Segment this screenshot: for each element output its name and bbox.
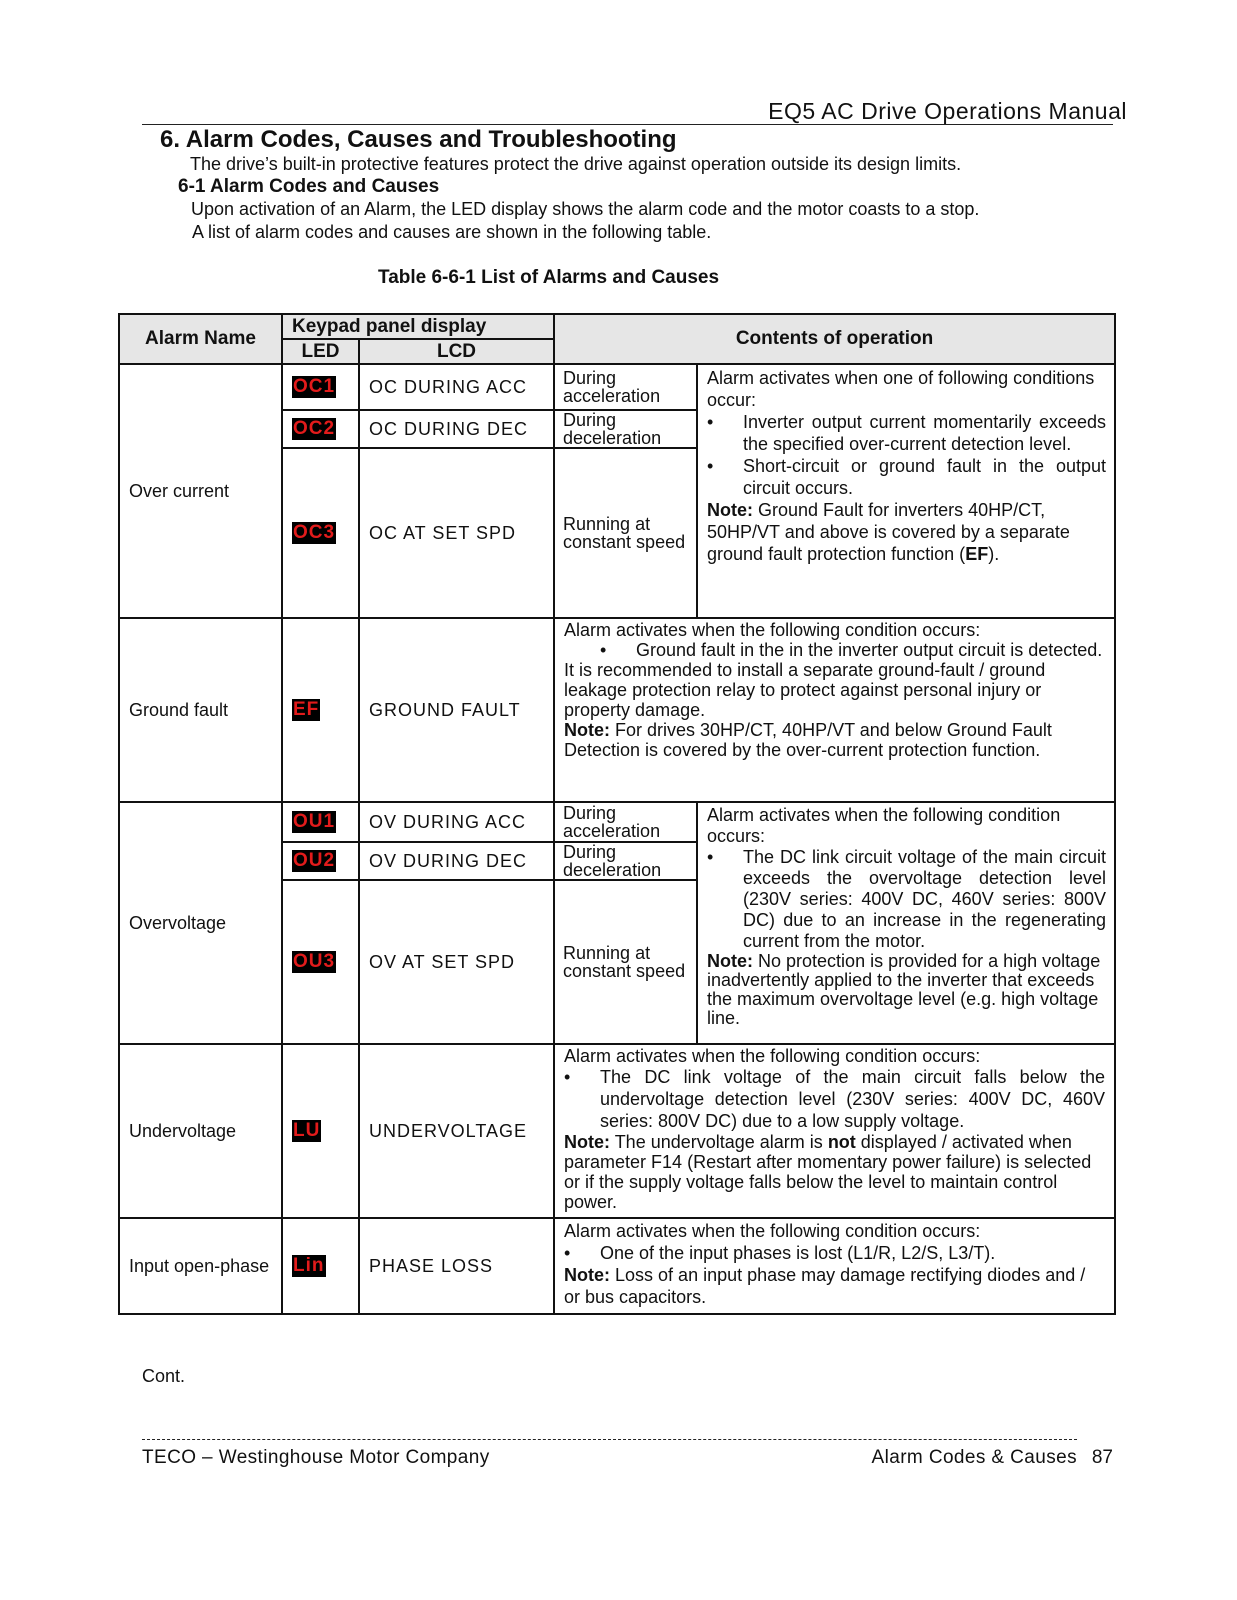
alarm-table — [118, 313, 1116, 1315]
alarm-name-over-current: Over current — [119, 364, 282, 618]
header-alarm-name: Alarm Name — [119, 314, 282, 364]
lcd-text: OV AT SET SPD — [359, 880, 554, 1044]
lcd-text: OC AT SET SPD — [359, 448, 554, 618]
bullet-item: • The DC link voltage of the main circuit falls below the undervoltage detection level (230V series: 400V DC, 460V series: 800V DC) due to a low supply voltage. — [564, 1067, 1106, 1131]
table-row — [119, 802, 1115, 842]
note: Note: The undervoltage alarm is not displayed / activated when parameter F14 (Restart after momentary power failure) is selected or if the supply voltage falls below the level to maintain control power. — [564, 1132, 1092, 1212]
phase-text: Running at constant speed — [554, 880, 697, 1044]
note: Note: No protection is provided for a high voltage inadvertently applied to the inverter that exceeds the maximum overvoltage level (e.g. high voltage line. — [707, 951, 1101, 1028]
led-code: OC2 — [293, 418, 336, 439]
table-row — [119, 364, 1115, 410]
led-code: EF — [293, 699, 320, 720]
alarm-name-ground-fault: Ground fault — [119, 618, 282, 802]
bullet-item: • Ground fault in the in the inverter output circuit is detected. — [600, 640, 1103, 660]
lcd-text: PHASE LOSS — [359, 1218, 554, 1314]
subsection-title: 6-1 Alarm Codes and Causes — [178, 176, 440, 197]
note: Note: Ground Fault for inverters 40HP/CT, 50HP/VT and above is covered by a separate ground fault protection function (EF). — [707, 500, 1070, 564]
header-keypad: Keypad panel display — [282, 314, 554, 339]
phase-text: During acceleration — [554, 364, 697, 410]
header-rule — [142, 124, 1113, 125]
description-intro: Alarm activates when one of following conditions occur: — [707, 368, 1095, 410]
lcd-text: OV DURING DEC — [359, 842, 554, 880]
alarm-description — [554, 1044, 1115, 1218]
alarm-description — [697, 802, 1115, 1044]
description-intro: Alarm activates when the following condition occurs: — [564, 1046, 981, 1066]
header-contents: Contents of operation — [554, 314, 1115, 364]
led-code: OC1 — [293, 376, 336, 397]
led-code: OC3 — [293, 522, 336, 543]
bullet-item: • The DC link circuit voltage of the main circuit exceeds the overvoltage detection level (230V series: 400V DC, 460V series: 800V DC) due to an increase in the regenerating current from the motor. — [707, 847, 1107, 951]
alarm-name-input-open-phase: Input open-phase — [119, 1218, 282, 1314]
bullet-item: • One of the input phases is lost (L1/R, L2/S, L3/T). — [564, 1243, 996, 1263]
body-line-1: Upon activation of an Alarm, the LED display shows the alarm code and the motor coasts to a stop. — [191, 199, 980, 219]
led-code: OU2 — [293, 850, 336, 871]
table-row — [119, 618, 1115, 802]
led-code: OU1 — [293, 811, 336, 832]
led-code: OU3 — [293, 951, 336, 972]
page-number: 87 — [1091, 1447, 1113, 1468]
note: Note: Loss of an input phase may damage rectifying diodes and / or bus capacitors. — [564, 1265, 1086, 1307]
manual-title: EQ5 AC Drive Operations Manual — [768, 98, 1127, 124]
continued-label: Cont. — [142, 1366, 186, 1386]
note: Note: For drives 30HP/CT, 40HP/VT and below Ground Fault Detection is covered by the over-current protection function. — [564, 720, 1052, 760]
section-title: 6. Alarm Codes, Causes and Troubleshooting — [160, 126, 677, 153]
table-row — [119, 1218, 1115, 1314]
section-intro: The drive’s built-in protective features protect the drive against operation outside its design limits. — [190, 154, 962, 174]
alarm-description — [554, 618, 1115, 802]
led-code: LU — [293, 1120, 321, 1141]
alarm-description — [697, 364, 1115, 618]
footer-rule — [142, 1439, 1077, 1440]
description-intro: Alarm activates when the following condition occurs: — [707, 805, 1061, 846]
table-row — [119, 1044, 1115, 1218]
table-caption: Table 6-6-1 List of Alarms and Causes — [378, 267, 720, 288]
footer-company: TECO – Westinghouse Motor Company — [142, 1447, 490, 1468]
lcd-text: OC DURING DEC — [359, 410, 554, 448]
alarm-name-undervoltage: Undervoltage — [119, 1044, 282, 1218]
lcd-text: GROUND FAULT — [359, 618, 554, 802]
body-line-2: A list of alarm codes and causes are shown in the following table. — [192, 222, 712, 242]
phase-text: During acceleration — [554, 802, 697, 842]
phase-text: During deceleration — [554, 410, 697, 448]
alarm-description — [554, 1218, 1115, 1314]
lcd-text: OV DURING ACC — [359, 802, 554, 842]
lcd-text: UNDERVOLTAGE — [359, 1044, 554, 1218]
alarm-name-overvoltage: Overvoltage — [119, 802, 282, 1044]
description-intro: Alarm activates when the following condition occurs: — [564, 1221, 981, 1241]
led-code: Lin — [293, 1255, 325, 1276]
description-paragraph: It is recommended to install a separate ground-fault / ground leakage protection relay to protect against personal injury or property damage. — [564, 660, 1046, 720]
lcd-text: OC DURING ACC — [359, 364, 554, 410]
header-led: LED — [282, 339, 359, 364]
header-lcd: LCD — [359, 339, 554, 364]
bullet-item: • Inverter output current momentarily exceeds the specified over-current detection level. — [707, 412, 1107, 454]
description-intro: Alarm activates when the following condition occurs: — [564, 620, 981, 640]
bullet-item: • Short-circuit or ground fault in the output circuit occurs. — [707, 456, 1107, 498]
phase-text: Running at constant speed — [554, 448, 697, 618]
footer-section: Alarm Codes & Causes — [871, 1447, 1077, 1468]
phase-text: During deceleration — [554, 842, 697, 880]
